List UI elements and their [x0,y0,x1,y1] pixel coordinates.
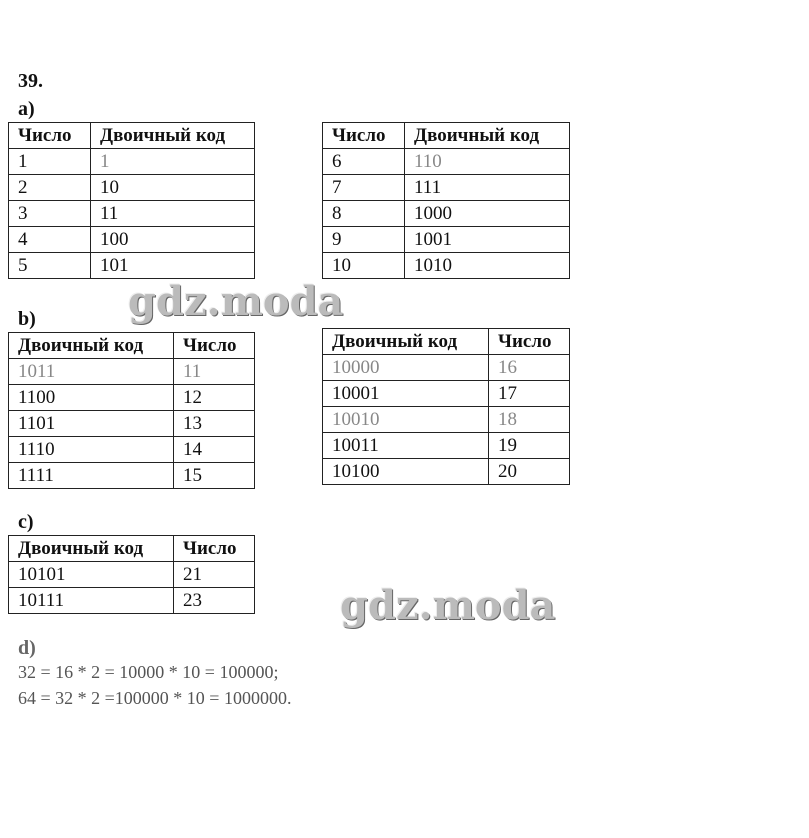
table-row [9,227,255,253]
table-cell: 21 [174,562,255,588]
table-row [323,355,570,381]
table-row [323,433,570,459]
table-cell: 111 [405,175,570,201]
part-b-table-1 [8,332,255,489]
table-header: Число [174,536,255,562]
table-cell: 15 [174,463,255,489]
table-cell: 3 [9,201,91,227]
table-cell: 1 [91,149,255,175]
part-a-table-2 [322,122,570,279]
table-cell: 1010 [405,253,570,279]
table-cell: 100 [91,227,255,253]
table-cell: 10101 [9,562,174,588]
table-row [9,385,255,411]
part-a-table-1 [8,122,255,279]
table-cell: 1000 [405,201,570,227]
table-row [323,253,570,279]
table-header: Число [9,123,91,149]
table-cell: 1001 [405,227,570,253]
table-cell: 1011 [9,359,174,385]
part-c-table [8,535,255,614]
table-row [323,459,570,485]
table-cell: 10111 [9,588,174,614]
table-cell: 7 [323,175,405,201]
table-row [323,201,570,227]
table-header: Число [323,123,405,149]
table-row [9,411,255,437]
table-row [323,407,570,433]
table-cell: 10100 [323,459,489,485]
part-b-label: b) [18,308,36,330]
table-cell: 1100 [9,385,174,411]
part-a-label: a) [18,98,35,120]
equation-line: 32 = 16 * 2 = 10000 * 10 = 100000; [18,662,279,682]
watermark-logo: gdz.moda [128,278,344,325]
table-header: Число [489,329,570,355]
table-header: Двоичный код [405,123,570,149]
part-b-table-2 [322,328,570,485]
table-cell: 14 [174,437,255,463]
table-cell: 1 [9,149,91,175]
part-d-label: d) [18,637,36,659]
table-row [9,437,255,463]
table-cell: 11 [174,359,255,385]
table-cell: 16 [489,355,570,381]
table-cell: 9 [323,227,405,253]
table-cell: 12 [174,385,255,411]
table-cell: 13 [174,411,255,437]
table-row [9,149,255,175]
table-row [9,201,255,227]
table-cell: 1101 [9,411,174,437]
table-cell: 10000 [323,355,489,381]
task-number: 39. [18,70,43,92]
table-cell: 1111 [9,463,174,489]
table-cell: 2 [9,175,91,201]
table-cell: 101 [91,253,255,279]
table-cell: 20 [489,459,570,485]
table-cell: 110 [405,149,570,175]
table-row [9,463,255,489]
table-row [9,562,255,588]
table-cell: 4 [9,227,91,253]
table-row [323,149,570,175]
table-row [9,253,255,279]
table-row [9,359,255,385]
table-header: Двоичный код [323,329,489,355]
table-cell: 23 [174,588,255,614]
watermark-logo: gdz.moda [340,582,556,629]
table-cell: 1110 [9,437,174,463]
table-row [323,175,570,201]
table-row [9,588,255,614]
table-cell: 11 [91,201,255,227]
table-cell: 10001 [323,381,489,407]
table-cell: 10010 [323,407,489,433]
table-cell: 8 [323,201,405,227]
table-cell: 6 [323,149,405,175]
table-cell: 10011 [323,433,489,459]
table-cell: 5 [9,253,91,279]
table-row [323,381,570,407]
table-cell: 18 [489,407,570,433]
table-cell: 10 [91,175,255,201]
table-header: Число [174,333,255,359]
table-cell: 19 [489,433,570,459]
table-row [9,175,255,201]
table-row [323,227,570,253]
table-cell: 17 [489,381,570,407]
table-header: Двоичный код [9,333,174,359]
table-header: Двоичный код [9,536,174,562]
table-cell: 10 [323,253,405,279]
part-c-label: c) [18,511,34,533]
equation-line: 64 = 32 * 2 =100000 * 10 = 1000000. [18,688,292,708]
table-header: Двоичный код [91,123,255,149]
